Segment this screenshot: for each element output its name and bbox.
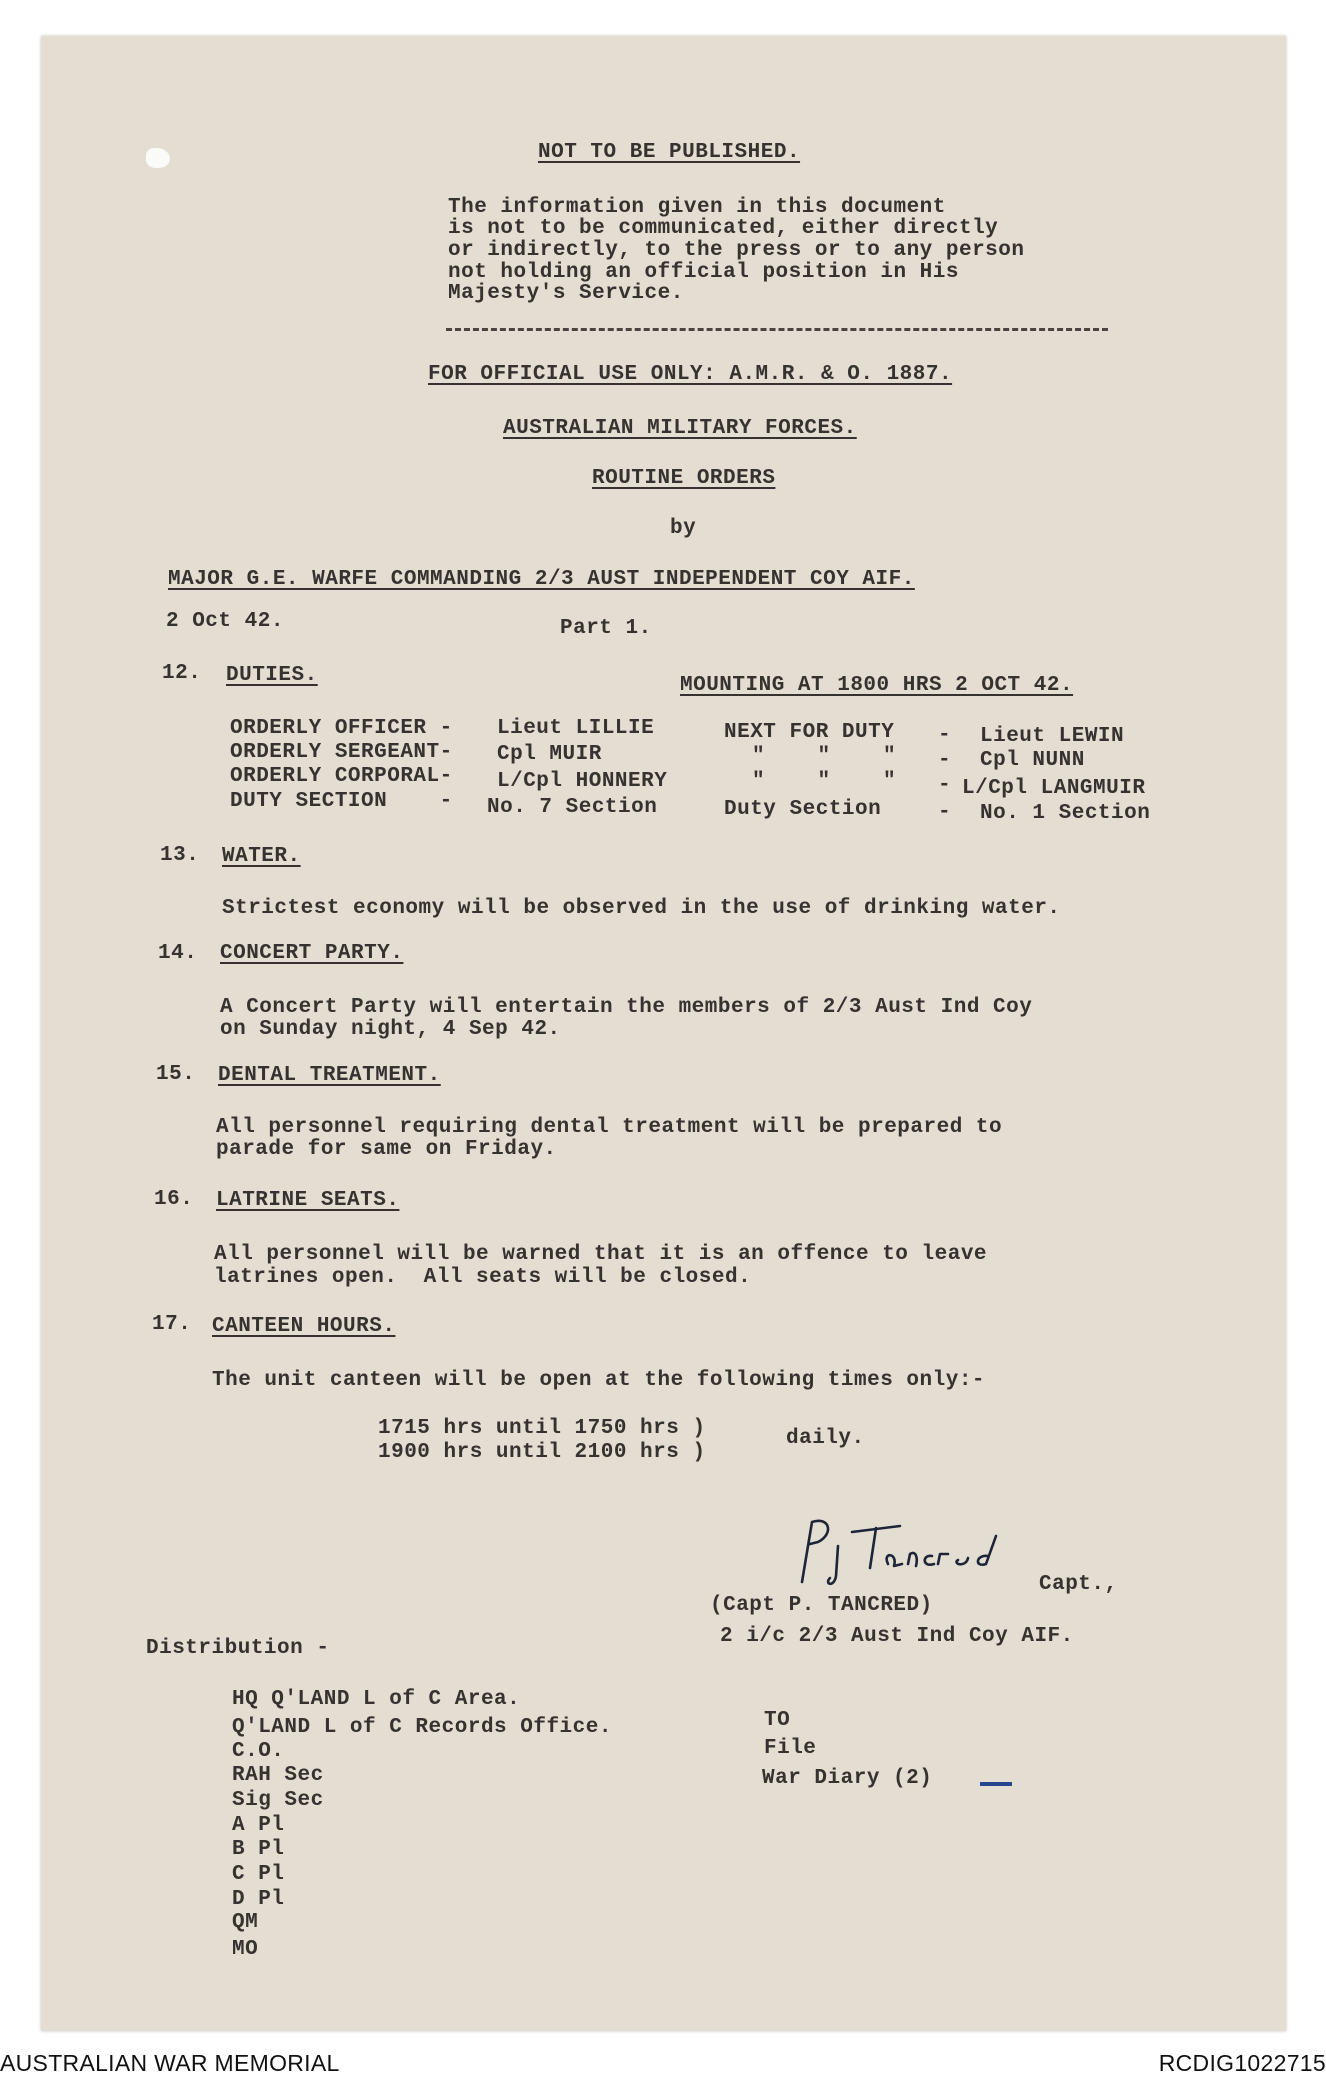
order-number: 15. — [156, 1063, 196, 1086]
order-text: All personnel will be warned that it is an offence to leave — [214, 1243, 988, 1266]
handwritten-signature — [790, 1512, 1030, 1592]
distribution-recipient: QM — [232, 1911, 259, 1934]
order-heading: LATRINE SEATS. — [216, 1189, 400, 1212]
order-number: 13. — [160, 844, 200, 867]
order-number: 12. — [162, 662, 202, 685]
signatory-appointment: 2 i/c 2/3 Aust Ind Coy AIF. — [720, 1625, 1074, 1648]
distribution-other: War Diary (2) — [762, 1767, 933, 1790]
order-heading: CANTEEN HOURS. — [212, 1315, 396, 1338]
duty-current: Lieut LILLIE — [497, 717, 655, 740]
pen-mark — [980, 1782, 1012, 1786]
order-heading: CONCERT PARTY. — [220, 942, 404, 965]
footer-archive-name: AUSTRALIAN WAR MEMORIAL — [0, 2050, 340, 2076]
order-heading: DENTAL TREATMENT. — [218, 1064, 441, 1087]
duty-current: L/Cpl HONNERY — [497, 770, 668, 793]
order-text: on Sunday night, 4 Sep 42. — [220, 1018, 561, 1041]
distribution-recipient: B Pl — [232, 1838, 285, 1861]
dashed-divider — [446, 328, 1108, 331]
duty-next-label: NEXT FOR DUTY — [724, 721, 895, 744]
restriction-line: Majesty's Service. — [448, 282, 684, 305]
official-use-line: FOR OFFICIAL USE ONLY: A.M.R. & O. 1887. — [428, 363, 953, 386]
order-text: A Concert Party will entertain the members of 2/3 Aust Ind Coy — [220, 996, 1033, 1019]
by-line: by — [670, 517, 697, 540]
duty-role: ORDERLY CORPORAL- — [230, 765, 453, 788]
canteen-time: 1715 hrs until 1750 hrs ) — [378, 1417, 706, 1440]
distribution-recipient: A Pl — [232, 1814, 285, 1837]
restriction-line: The information given in this document — [448, 196, 946, 219]
restriction-line: is not to be communicated, either directly — [448, 217, 999, 240]
duty-current: No. 7 Section — [487, 796, 658, 819]
distribution-recipient: Q'LAND L of C Records Office. — [232, 1716, 612, 1739]
distribution-recipient: RAH Sec — [232, 1764, 324, 1787]
order-number: 16. — [154, 1188, 194, 1211]
canteen-time: 1900 hrs until 2100 hrs ) — [378, 1441, 706, 1464]
order-text: Strictest economy will be observed in the use of drinking water. — [222, 897, 1061, 920]
order-number: 17. — [152, 1313, 192, 1336]
order-text: All personnel requiring dental treatment will be prepared to — [216, 1116, 1003, 1139]
distribution-recipient: Sig Sec — [232, 1789, 324, 1812]
distribution-label: Distribution - — [146, 1637, 330, 1660]
signatory-rank: Capt., — [1039, 1573, 1118, 1596]
order-heading: WATER. — [222, 845, 301, 868]
duty-next-label: Duty Section — [724, 798, 882, 821]
distribution-recipient: C Pl — [232, 1863, 285, 1886]
distribution-to-label: TO — [764, 1709, 791, 1732]
order-text: latrines open. All seats will be closed. — [214, 1266, 752, 1289]
duty-sep: - — [938, 724, 952, 747]
duty-next: L/Cpl LANGMUIR — [962, 777, 1146, 800]
duty-role: ORDERLY OFFICER - — [230, 717, 453, 740]
distribution-recipient: HQ Q'LAND L of C Area. — [232, 1688, 521, 1711]
part-label: Part 1. — [560, 617, 652, 640]
restriction-title: NOT TO BE PUBLISHED. — [538, 141, 801, 164]
restriction-line: not holding an official position in His — [448, 261, 959, 284]
order-date: 2 Oct 42. — [166, 610, 284, 633]
forces-title: AUSTRALIAN MILITARY FORCES. — [503, 417, 857, 440]
order-number: 14. — [158, 942, 198, 965]
duty-sep: - — [938, 774, 952, 797]
duty-sep: - — [938, 749, 952, 772]
distribution-recipient: MO — [232, 1938, 259, 1961]
order-heading: DUTIES. — [226, 664, 318, 687]
footer-item-id: RCDIG1022715 — [1158, 2050, 1326, 2076]
order-text: parade for same on Friday. — [216, 1138, 557, 1161]
duty-next: No. 1 Section — [980, 802, 1151, 825]
distribution-other: File — [764, 1737, 817, 1760]
duty-role: ORDERLY SERGEANT- — [230, 741, 453, 764]
restriction-line: or indirectly, to the press or to any person — [448, 239, 1025, 262]
order-text: The unit canteen will be open at the following times only:- — [212, 1369, 986, 1392]
commander-line: MAJOR G.E. WARFE COMMANDING 2/3 AUST INDEPENDENT COY AIF. — [168, 568, 915, 591]
duty-next-label: " " " — [752, 745, 897, 768]
orders-title: ROUTINE ORDERS — [592, 467, 776, 490]
mounting-line: MOUNTING AT 1800 HRS 2 OCT 42. — [680, 674, 1074, 697]
signatory-name: (Capt P. TANCRED) — [710, 1594, 933, 1617]
distribution-recipient: C.O. — [232, 1740, 285, 1763]
paper-damage — [146, 148, 170, 168]
duty-role: DUTY SECTION - — [230, 790, 453, 813]
canteen-frequency: daily. — [786, 1427, 865, 1450]
duty-next: Lieut LEWIN — [980, 725, 1125, 748]
distribution-recipient: D Pl — [232, 1888, 285, 1911]
duty-next-label: " " " — [752, 770, 897, 793]
duty-sep: - — [938, 801, 952, 824]
duty-next: Cpl NUNN — [980, 749, 1085, 772]
duty-current: Cpl MUIR — [497, 743, 602, 766]
